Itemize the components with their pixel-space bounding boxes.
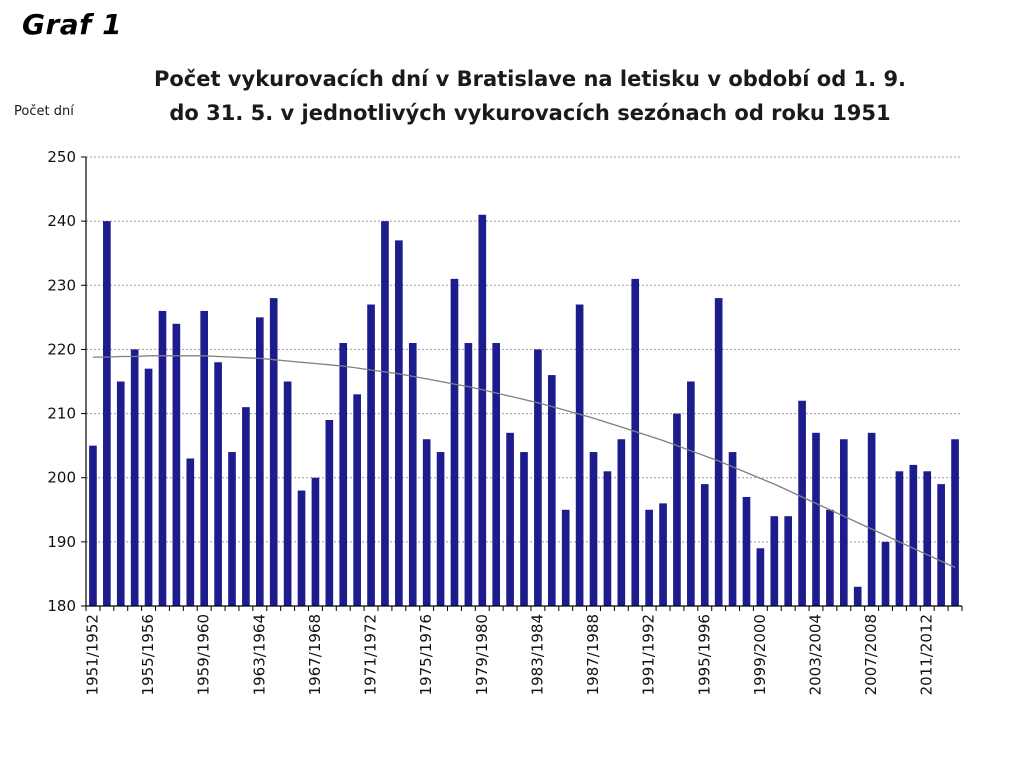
bar-1982-1983	[520, 452, 528, 606]
bar-1980-1981	[492, 343, 500, 606]
bar-1965-1966	[284, 382, 292, 607]
bar-1978-1979	[465, 343, 473, 606]
bar-1953-1954	[117, 382, 125, 607]
bar-1970-1971	[353, 394, 361, 606]
x-tick-label: 2003/2004	[806, 614, 825, 696]
bar-1996-1997	[715, 298, 723, 606]
bar-2011-2012	[923, 471, 931, 606]
bar-1995-1996	[701, 484, 709, 606]
bar-2009-2010	[896, 471, 904, 606]
x-tick-label: 1971/1972	[361, 613, 380, 696]
y-axis-label: Počet dní	[14, 104, 74, 119]
bar-1975-1976	[423, 439, 431, 606]
bar-1964-1965	[270, 298, 278, 606]
x-tick-label: 1959/1960	[194, 614, 213, 696]
x-tick-label: 1955/1956	[139, 614, 158, 696]
x-tick-label: 1991/1992	[639, 613, 658, 696]
bar-1997-1998	[729, 452, 737, 606]
bar-1961-1962	[228, 452, 236, 606]
bar-1967-1968	[312, 478, 320, 606]
x-tick-label: 2007/2008	[862, 613, 881, 696]
bar-1991-1992	[645, 510, 653, 606]
bar-1979-1980	[478, 215, 486, 606]
chart-title-line-2: do 31. 5. v jednotlivých vykurovacích sezónach od roku 1951	[169, 101, 891, 125]
x-tick-label: 2011/2012	[917, 613, 936, 696]
x-tick-label: 1951/1952	[83, 614, 102, 696]
y-tick-label: 210	[47, 404, 76, 423]
bar-1977-1978	[451, 279, 459, 606]
bar-2000-2001	[770, 516, 778, 606]
bar-1952-1953	[103, 221, 111, 606]
y-tick-label: 240	[47, 212, 76, 231]
bar-1993-1994	[673, 414, 681, 606]
bar-2007-2008	[868, 433, 876, 606]
y-tick-label: 220	[47, 340, 76, 359]
bar-1972-1973	[381, 221, 389, 606]
bar-1957-1958	[173, 324, 181, 606]
bar-1954-1955	[131, 349, 139, 606]
x-tick-label: 1995/1996	[695, 614, 714, 696]
bar-1994-1995	[687, 382, 695, 607]
bar-1998-1999	[743, 497, 751, 606]
bar-1985-1986	[562, 510, 570, 606]
bar-2006-2007	[854, 587, 862, 606]
bar-1960-1961	[214, 362, 222, 606]
bar-2005-2006	[840, 439, 848, 606]
bar-1983-1984	[534, 349, 542, 606]
bar-1976-1977	[437, 452, 445, 606]
bar-1966-1967	[298, 491, 306, 606]
bar-1968-1969	[326, 420, 334, 606]
bar-2012-2013	[937, 484, 945, 606]
bar-1990-1991	[631, 279, 639, 606]
graph-number-label: Graf 1	[22, 8, 123, 41]
bar-1962-1963	[242, 407, 250, 606]
y-tick-label: 180	[47, 597, 76, 615]
bar-1958-1959	[186, 458, 194, 606]
y-tick-label: 190	[47, 532, 76, 551]
chart-title-line-1: Počet vykurovacích dní v Bratislave na letisku v období od 1. 9.	[153, 67, 907, 91]
bar-2003-2004	[812, 433, 820, 606]
bar-2001-2002	[784, 516, 792, 606]
y-tick-label: 230	[47, 276, 76, 295]
bar-1974-1975	[409, 343, 417, 606]
bar-2004-2005	[826, 510, 834, 606]
y-axis-ticks	[47, 148, 86, 615]
bar-1987-1988	[590, 452, 598, 606]
bar-1969-1970	[339, 343, 347, 606]
bar-2002-2003	[798, 401, 806, 606]
y-tick-label: 200	[47, 468, 76, 487]
bar-1971-1972	[367, 305, 375, 606]
bar-1955-1956	[145, 369, 153, 606]
bar-1986-1987	[576, 305, 584, 606]
bars	[89, 215, 959, 606]
x-tick-label: 1975/1976	[417, 614, 436, 696]
bar-1989-1990	[618, 439, 626, 606]
bar-1999-2000	[757, 548, 765, 606]
bar-1992-1993	[659, 503, 667, 606]
bar-2013-2014	[951, 439, 959, 606]
x-axis-ticks	[84, 606, 963, 695]
x-tick-label: 1979/1980	[472, 614, 491, 696]
x-tick-label: 1983/1984	[528, 613, 547, 696]
x-tick-label: 1963/1964	[250, 613, 269, 696]
bar-1963-1964	[256, 317, 264, 606]
y-tick-label: 250	[47, 148, 76, 166]
bar-1981-1982	[506, 433, 514, 606]
x-tick-label: 1967/1968	[305, 613, 324, 696]
x-tick-label: 1987/1988	[584, 613, 602, 696]
bar-1951-1952	[89, 446, 97, 606]
x-tick-label: 1999/2000	[750, 614, 769, 696]
bar-1984-1985	[548, 375, 556, 606]
bar-1988-1989	[604, 471, 612, 606]
bar-2008-2009	[882, 542, 890, 606]
bar-1973-1974	[395, 240, 403, 606]
bar-2010-2011	[910, 465, 918, 606]
